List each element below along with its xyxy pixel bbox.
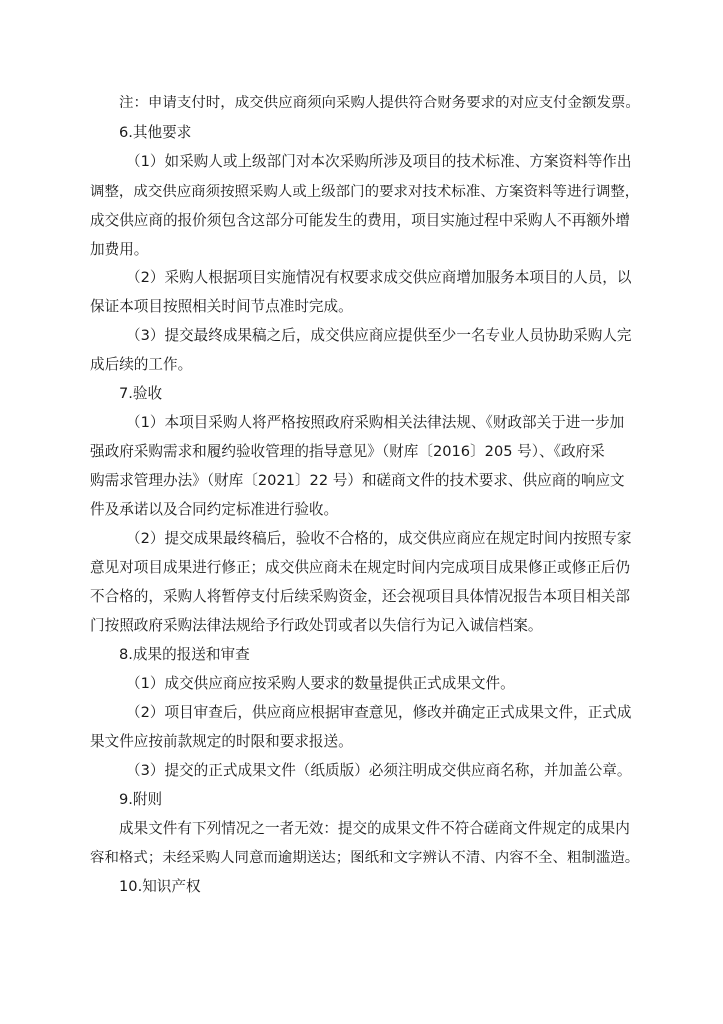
section-10-heading: 10.知识产权 — [119, 878, 201, 895]
section-9-heading: 9.附则 — [119, 791, 163, 808]
section-7-item-1-line-1: （1）本项目采购人将严格按照政府采购相关法律法规、《财政部关于进一步加 — [126, 414, 625, 431]
section-7-item-2-line-1: （2）提交成果最终稿后，验收不合格的，成交供应商应在规定时间内按照专家 — [126, 530, 632, 547]
section-6-item-2-line-1: （2）采购人根据项目实施情况有权要求成交供应商增加服务本项目的人员，以 — [126, 269, 632, 286]
section-7-item-2-line-2: 意见对项目成果进行修正；成交供应商未在规定时间内完成项目成果修正或修正后仍 — [90, 559, 630, 576]
section-7-item-1-line-2: 强政府采购需求和履约验收管理的指导意见》（财库〔2016〕205 号）、《政府采 — [90, 443, 605, 460]
section-6-item-3-line-2: 成后续的工作。 — [90, 356, 193, 373]
section-7-heading: 7.验收 — [119, 385, 163, 402]
section-9-text-line-1: 成果文件有下列情况之一者无效：提交的成果文件不符合磋商文件规定的成果内 — [119, 820, 630, 837]
section-6-item-2-line-2: 保证本项目按照相关时间节点准时完成。 — [90, 298, 353, 315]
section-7-item-2-line-3: 不合格的，采购人将暂停支付后续采购资金，还会视项目具体情况报告本项目相关部 — [90, 588, 630, 605]
section-8-item-2-line-2: 果文件应按前款规定的时限和要求报送。 — [90, 733, 353, 750]
section-7-item-1-line-4: 件及承诺以及合同约定标准进行验收。 — [90, 501, 339, 518]
section-8-item-1: （1）成交供应商应按采购人要求的数量提供正式成果文件。 — [126, 675, 515, 692]
section-7-item-1-line-3: 购需求管理办法》（财库〔2021〕22 号）和磋商文件的技术要求、供应商的响应文 — [90, 472, 625, 489]
section-6-heading: 6.其他要求 — [119, 124, 192, 141]
section-8-item-2-line-1: （2）项目审查后，供应商应根据审查意见，修改并确定正式成果文件，正式成 — [126, 704, 632, 721]
section-8-item-3: （3）提交的正式成果文件（纸质版）必须注明成交供应商名称，并加盖公章。 — [126, 762, 632, 779]
section-6-item-1-line-3: 成交供应商的报价须包含这部分可能发生的费用，项目实施过程中采购人不再额外增 — [90, 212, 630, 229]
section-8-heading: 8.成果的报送和审查 — [119, 646, 250, 663]
section-6-item-3-line-1: （3）提交最终成果稿之后，成交供应商应提供至少一名专业人员协助采购人完 — [126, 327, 632, 344]
section-9-text-line-2: 容和格式；未经采购人同意而逾期送达；图纸和文字辨认不清、内容不全、粗制滥造。 — [90, 850, 640, 866]
section-6-item-1-line-2: 调整，成交供应商须按照采购人或上级部门的要求对技术标准、方案资料等进行调整， — [90, 184, 640, 200]
section-7-item-2-line-4: 门按照政府采购法律法规给予行政处罚或者以失信行为记入诚信档案。 — [90, 617, 543, 634]
section-6-item-1-line-1: （1）如采购人或上级部门对本次采购所涉及项目的技术标准、方案资料等作出 — [126, 153, 632, 170]
section-6-item-1-line-4: 加费用。 — [90, 241, 149, 258]
payment-note: 注：申请支付时，成交供应商须向采购人提供符合财务要求的对应支付金额发票。 — [119, 95, 640, 111]
